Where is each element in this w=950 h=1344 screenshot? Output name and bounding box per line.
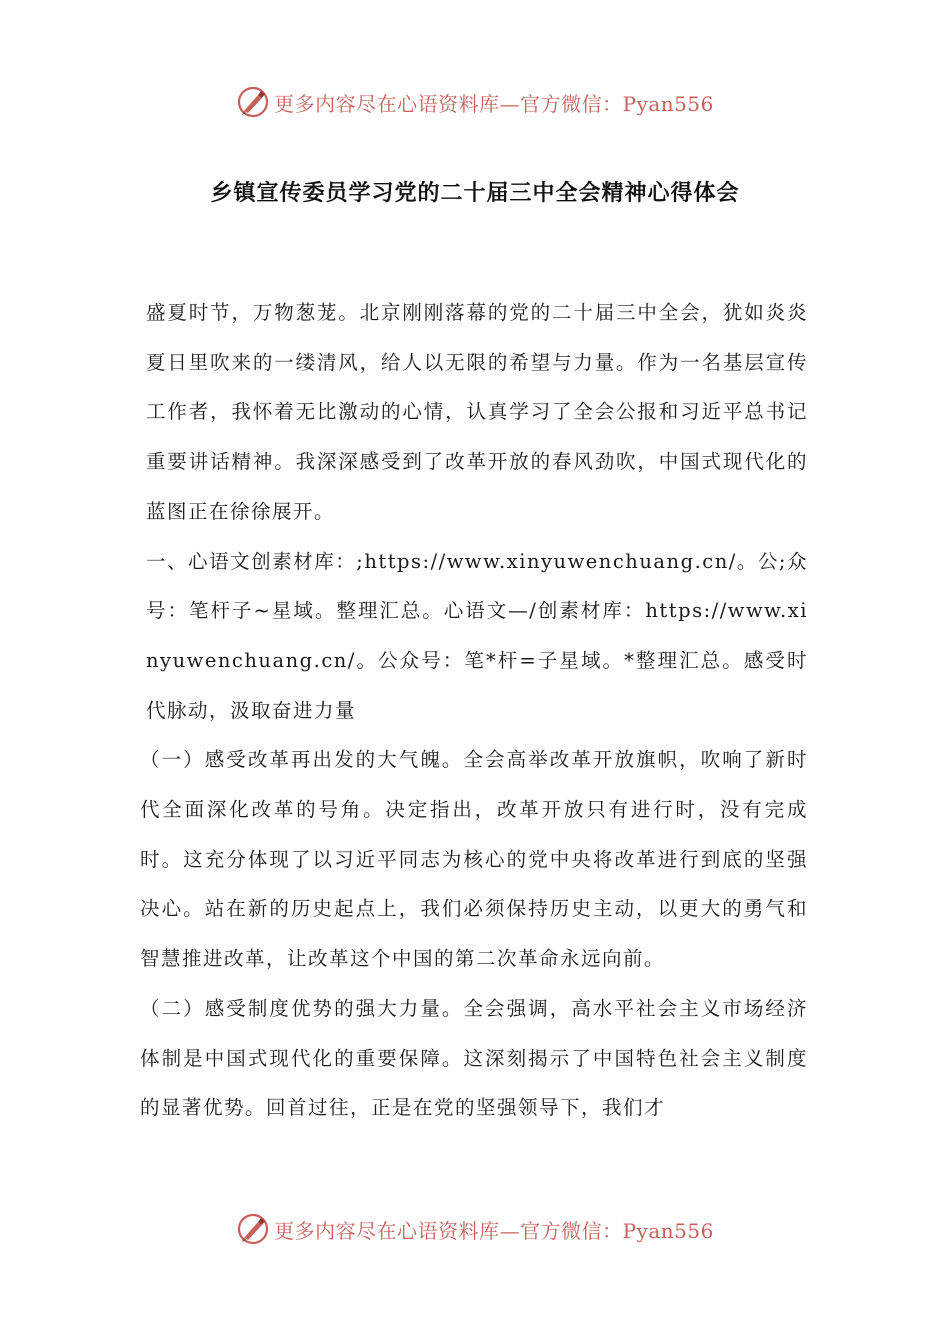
footer-watermark xyxy=(0,1209,950,1249)
header-watermark xyxy=(0,82,950,122)
paragraph-intro: 盛夏时节，万物葱茏。北京刚刚落幕的党的二十届三中全会，犹如炎炎夏日里吹来的一缕清风，给人以无限的希望与力量。作为一名基层宣传工作者，我怀着无比激动的心情，认真学习了全会公报和习近平总书记重要讲话精神。我深深感受到了改革开放的春风劲吹，中国式现代化的蓝图正在徐徐展开。 xyxy=(146,301,808,523)
footer-watermark-text: 更多内容尽在心语资料库—官方微信：Pyan556 xyxy=(274,1218,714,1243)
paragraph-subsection-one: （一）感受改革再出发的大气魄。全会高举改革开放旗帜，吹响了新时代全面深化改革的号角。决定指出，改革开放只有进行时，没有完成时。这充分体现了以习近平同志为核心的党中央将改革进行到底的坚强决心。站在新的历史起点上，我们必须保持历史主动，以更大的勇气和智慧推进改革，让改革这个中国的第二次革命永远向前。 xyxy=(140,748,808,971)
pen-logo-icon xyxy=(236,85,270,119)
pen-logo-icon xyxy=(236,1212,270,1246)
paragraph-subsection-two: （二）感受制度优势的强大力量。全会强调，高水平社会主义市场经济体制是中国式现代化的重要保障。这深刻揭示了中国特色社会主义制度的显著优势。回首过往，正是在党的坚强领导下，我们才 xyxy=(140,996,808,1120)
document-title: 乡镇宣传委员学习党的二十届三中全会精神心得体会 xyxy=(210,180,740,206)
header-watermark-text: 更多内容尽在心语资料库—官方微信：Pyan556 xyxy=(274,91,714,116)
document-body xyxy=(140,288,808,1133)
paragraph-section-one: 一、心语文创素材库：;https://www.xinyuwenchuang.cn/。公;众号：笔杆子~星域。整理汇总。心语文—/创素材库：https://www.xinyuwenchuang.cn/。公众号：笔*杆=子星域。*整理汇总。感受时代脉动，汲取奋进力量 xyxy=(146,549,808,722)
